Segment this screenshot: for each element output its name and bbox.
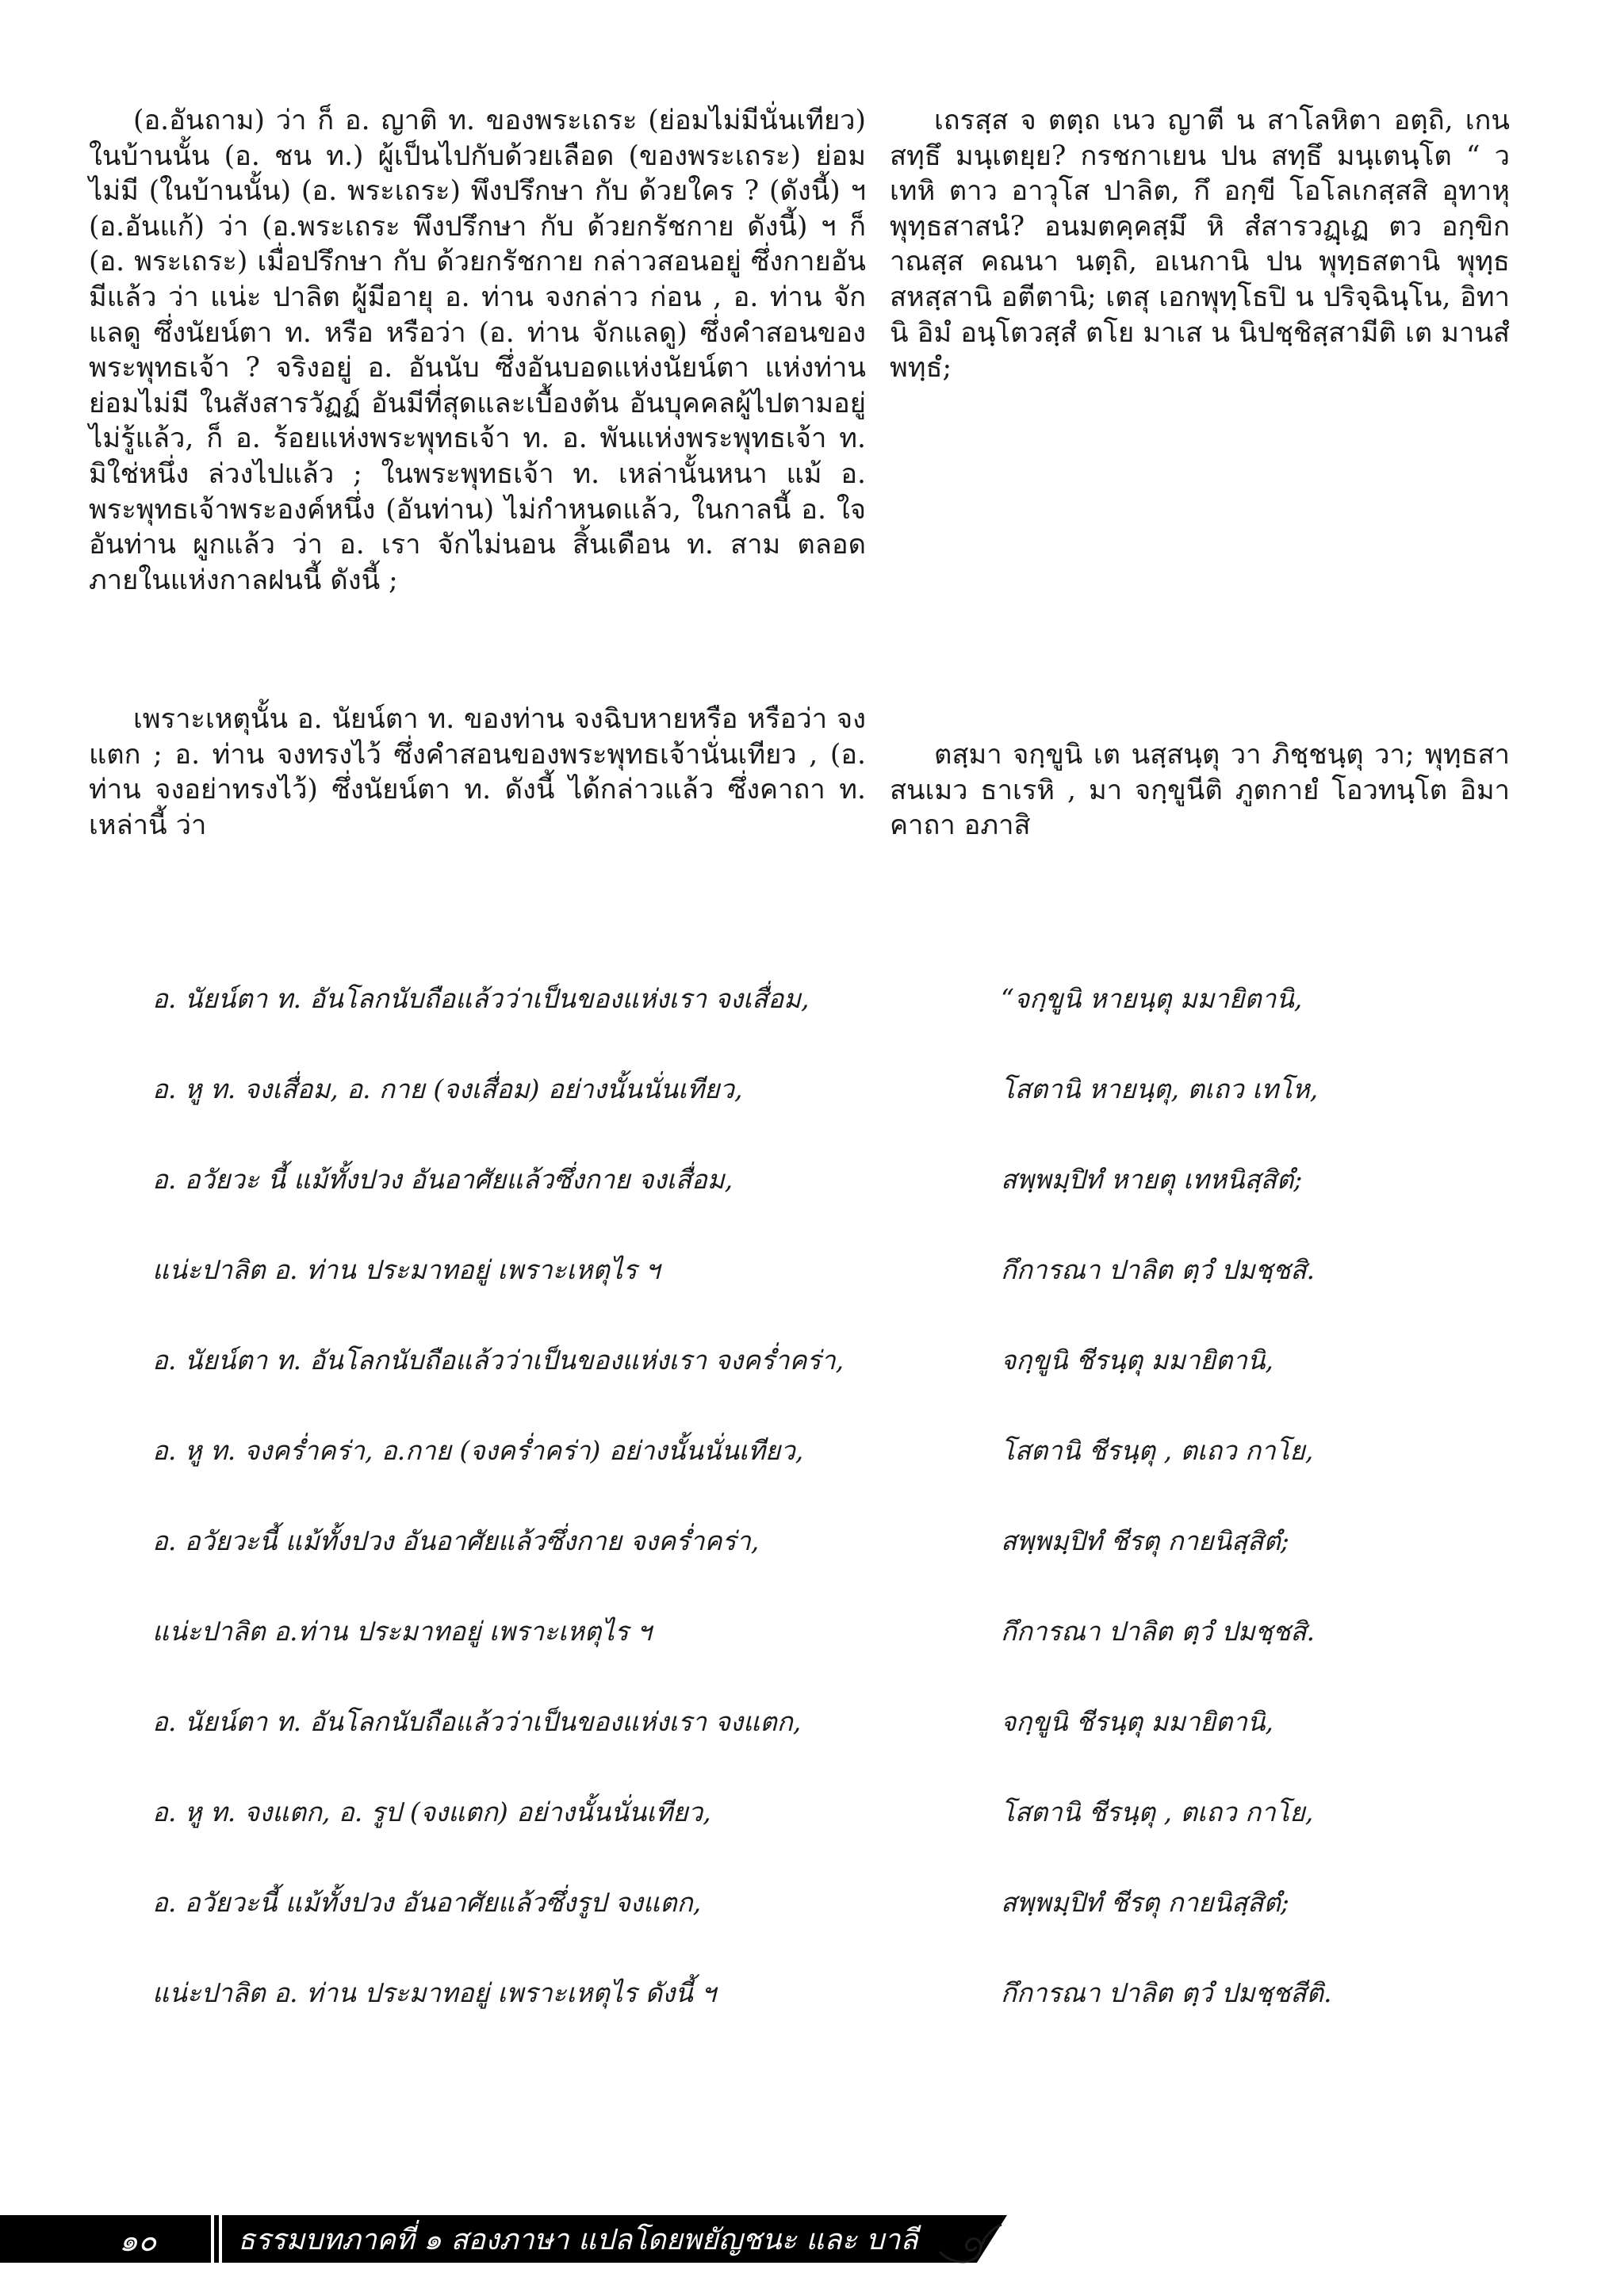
verse-pali: “จกฺขูนิ หายนฺตุ มมายิตานิ, (1001, 983, 1303, 1014)
verse-thai: อ. หู ท. จงเสื่อม, อ. กาย (จงเสื่อม) อย่างนั้นนั่นเทียว, (152, 1073, 743, 1104)
verse-thai: แน่ะปาลิต อ. ท่าน ประมาทอยู่ เพราะเหตุไร ดังนี้ ฯ (152, 1977, 716, 2008)
verse-thai: อ. หู ท. จงแตก, อ. รูป (จงแตก) อย่างนั้นนั่นเทียว, (152, 1797, 711, 1827)
verse-thai: อ. นัยน์ตา ท. อันโลกนับถือแล้วว่าเป็นของแห่งเรา จงคร่ำคร่า, (152, 1345, 845, 1376)
verse-pali: สพฺพมฺปิทํ หายตุ เทหนิสฺสิตํ; (1001, 1164, 1303, 1195)
swirl-ornament-icon (932, 2220, 1003, 2267)
verse-pali: จกฺขูนิ ชีรนฺตุ มมายิตานิ, (1001, 1345, 1274, 1376)
verse-thai: แน่ะปาลิต อ. ท่าน ประมาทอยู่ เพราะเหตุไร ฯ (152, 1254, 661, 1285)
verse-pali: กึการณา ปาลิต ตฺวํ ปมชฺชสิ. (1001, 1254, 1316, 1285)
page-number: ๑๐ (119, 2223, 157, 2258)
verse-pali: สพฺพมฺปิทํ ชีรตุ กายนิสฺสิตํ; (1001, 1525, 1289, 1556)
running-title: ธรรมบทภาคที่ ๑ สองภาษา แปลโดยพยัญชนะ และ บาลี (238, 2224, 918, 2256)
verse-thai: แน่ะปาลิต อ.ท่าน ประมาทอยู่ เพราะเหตุไร ฯ (152, 1616, 652, 1647)
verse-pali: สพฺพมฺปิทํ ชีรตุ กายนิสฺสิตํ; (1001, 1887, 1289, 1918)
verse-thai: อ. อวัยวะ นี้ แม้ทั้งปวง อันอาศัยแล้วซึ่งกาย จงเสื่อม, (152, 1164, 733, 1195)
verse-thai: อ. หู ท. จงคร่ำคร่า, อ.กาย (จงคร่ำคร่า) อย่างนั้นนั่นเทียว, (152, 1435, 804, 1466)
thai-paragraph: (อ.อันถาม) ว่า ก็ อ. ญาติ ท. ของพระเถระ (ย่อมไม่มีนั่นเทียว) ในบ้านนั้น (อ. ชน ท.) ผู้เป็นไปกับด้วยเลือด (ของพระเถระ) ย่อมไม่มี (ในบ้านนั้น) (อ. พระเถระ) พึงปรึกษา กับ ด้วยใคร ? (ดังนี้) ฯ (อ.อันแก้) ว่า (อ.พระเถระ พึงปรึกษา กับ ด้วยกรัชกาย ดังนี้) ฯ ก็ (อ. พระเถระ) เมื่อปรึกษา กับ ด้วยกรัชกาย กล่าวสอนอยู่ ซึ่งกายอันมีแล้ว ว่า แน่ะ ปาลิต ผู้มีอายุ อ. ท่าน จงกล่าว ก่อน , อ. ท่าน จักแลดู ซึ่งนัยน์ตา ท. หรือ หรือว่า (อ. ท่าน จักแลดู) ซึ่งคำสอนของพระพุทธเจ้า ? จริงอยู่ อ. อันนับ ซึ่งอันบอดแห่งนัยน์ตา แห่งท่าน ย่อมไม่มี ในสังสารวัฏฏ์ อันมีที่สุดและเบื้องต้น อันบุคคลผู้ไปตามอยู่ ไม่รู้แล้ว, ก็ อ. ร้อยแห่งพระพุทธเจ้า ท. อ. พันแห่งพระพุทธเจ้า ท. มิใช่หนึ่ง ล่วงไปแล้ว ; ในพระพุทธเจ้า ท. เหล่านั้นหนา แม้ อ. พระพุทธเจ้าพระองค์หนึ่ง (อันท่าน) ไม่กำหนดแล้ว, ในกาลนี้ อ. ใจ อันท่าน ผูกแล้ว ว่า อ. เรา จักไม่นอน สิ้นเดือน ท. สาม ตลอดภายในแห่งกาลฝนนี้ ดังนี้ ; (89, 105, 866, 596)
verse-pali: กึการณา ปาลิต ตฺวํ ปมชฺชสิ. (1001, 1616, 1316, 1647)
thai-translation-column-continued (89, 702, 866, 843)
pali-text-column (890, 103, 1510, 386)
pali-text-column-continued (890, 737, 1510, 844)
verse-pali: โสตานิ ชีรนฺตุ , ตเถว กาโย, (1001, 1435, 1314, 1466)
verse-pali: โสตานิ ชีรนฺตุ , ตเถว กาโย, (1001, 1797, 1314, 1827)
verse-thai: อ. นัยน์ตา ท. อันโลกนับถือแล้วว่าเป็นของแห่งเรา จงเสื่อม, (152, 983, 810, 1014)
thai-paragraph: เพราะเหตุนั้น อ. นัยน์ตา ท. ของท่าน จงฉิบหายหรือ หรือว่า จงแตก ; อ. ท่าน จงทรงไว้ ซึ่งคำสอนของพระพุทธเจ้านั่นเทียว , (อ. ท่าน จงอย่าทรงไว้) ซึ่งนัยน์ตา ท. ดังนี้ ได้กล่าวแล้ว ซึ่งคาถา ท. เหล่านี้ ว่า (89, 703, 866, 841)
verse-pali: กึการณา ปาลิต ตฺวํ ปมชฺชสีติ. (1001, 1977, 1332, 2008)
verse-thai: อ. อวัยวะนี้ แม้ทั้งปวง อันอาศัยแล้วซึ่งกาย จงคร่ำคร่า, (152, 1525, 760, 1556)
verse-pali: โสตานิ หายนฺตุ, ตเถว เทโห, (1001, 1073, 1319, 1104)
pali-paragraph: เถรสฺส จ ตตฺถ เนว ญาตี น สาโลหิตา อตฺถิ, เกน สทฺธึ มนฺเตยฺย? กรชกาเยน ปน สทฺธึ มนฺเตนฺโต “ วเทหิ ตาว อาวุโส ปาลิต, กึ อกฺขี โอโลเกสฺสสิ อุทาหุ พุทฺธสาสนํ? อนมตคฺคสฺมึ หิ สํสารวฏฺเฏ ตว อกฺขิกาณสฺส คณนา นตฺถิ, อเนกานิ ปน พุทฺธสตานิ พุทฺธสหสฺสานิ อตีตานิ; เตสุ เอกพุทฺโธปิ น ปริจฺฉินฺโน, อิทานิ อิมํ อนฺโตวสฺสํ ตโย มาเส น นิปชฺชิสฺสามีติ เต มานสํ พทฺธํ; (890, 105, 1510, 385)
pali-paragraph: ตสฺมา จกฺขูนิ เต นสฺสนฺตุ วา ภิชฺชนฺตุ วา; พุทฺธสาสนเมว ธาเรหิ , มา จกฺขูนีติ ภูตกายํ โอวทนฺโต อิมา คาถา อภาสิ (890, 739, 1510, 842)
verse-thai: อ. นัยน์ตา ท. อันโลกนับถือแล้วว่าเป็นของแห่งเรา จงแตก, (152, 1706, 802, 1737)
verse-thai: อ. อวัยวะนี้ แม้ทั้งปวง อันอาศัยแล้วซึ่งรูป จงแตก, (152, 1887, 702, 1918)
verse-pali: จกฺขูนิ ชีรนฺตุ มมายิตานิ, (1001, 1706, 1274, 1737)
thai-translation-column (89, 103, 866, 598)
